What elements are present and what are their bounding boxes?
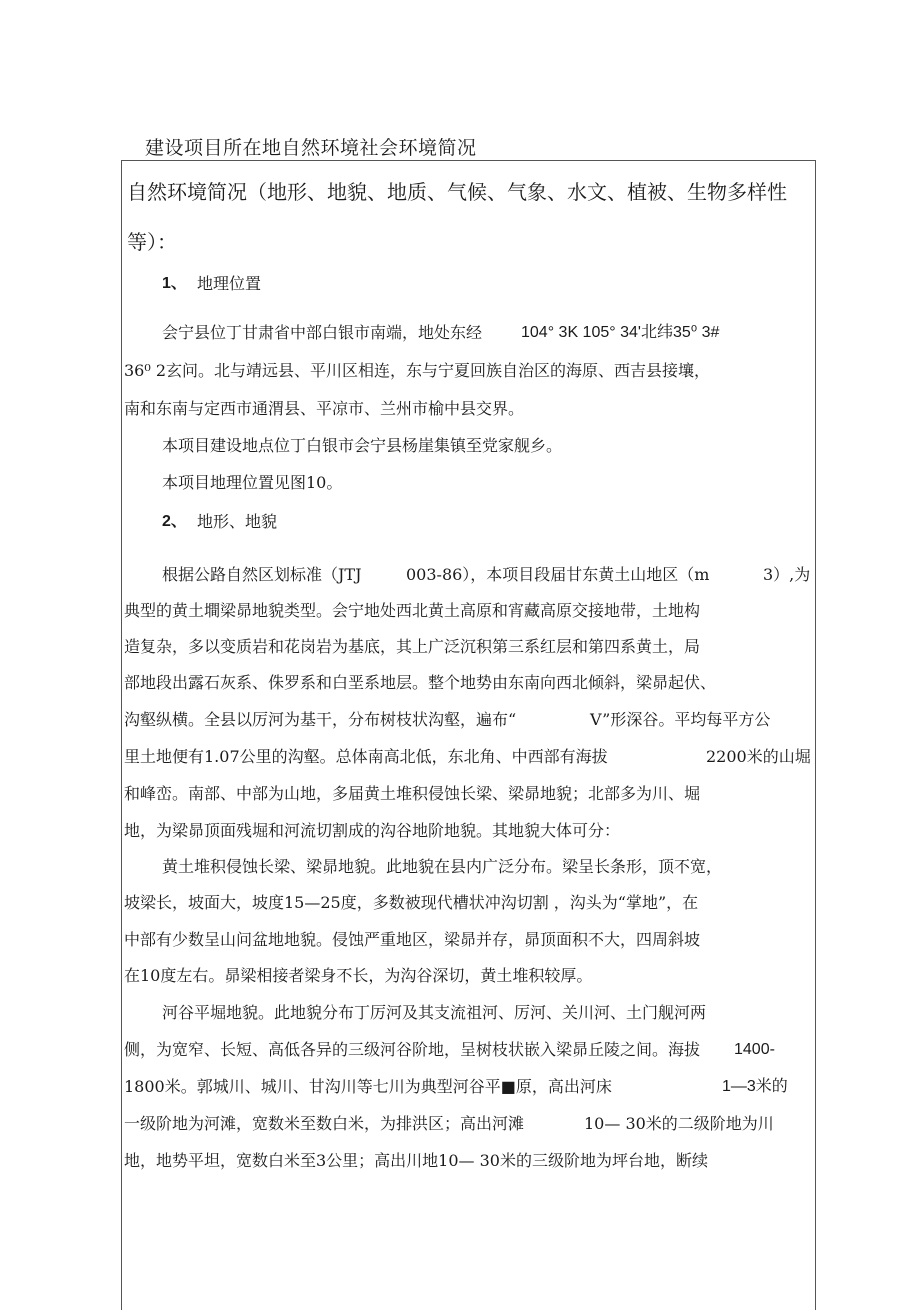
paragraph-line: 坡梁长，坡面大，坡度15—25度，多数被现代槽状冲沟切割 ，沟头为“掌地”，在 xyxy=(124,893,699,912)
paragraph-line: 地，为梁昴顶面残堀和河流切割成的沟谷地阶地貌。其地貌大体可分： xyxy=(124,821,621,840)
paragraph-line: 根据公路自然区划标准（JTJ xyxy=(162,565,362,584)
paragraph-line: 2200米的山堀 xyxy=(706,747,811,766)
paragraph-line: 本项目地理位置见图10。 xyxy=(162,473,343,492)
paragraph-line: 003-86），本项目段届甘东黄土山地区（m xyxy=(406,565,710,584)
section-heading-line-2: 等）： xyxy=(127,230,177,254)
section-1-number: 1、 xyxy=(162,275,187,292)
paragraph-line: 地，地势平坦，宽数白米至3公里；高出川地10— 30米的三级阶地为坪台地，断续 xyxy=(124,1151,708,1170)
section-2-number: 2、 xyxy=(162,513,187,530)
paragraph-line: 1400- xyxy=(734,1041,775,1058)
paragraph-line: 造复杂，多以变质岩和花岗岩为基底，其上广泛沉积第三系红层和第四系黄土，局 xyxy=(124,637,701,656)
paragraph-line: 河谷平堀地貌。此地貌分布丁厉河及其支流祖河、厉河、关川河、土门舰河两 xyxy=(162,1003,707,1022)
paragraph-line: 3）,为 xyxy=(763,565,811,584)
paragraph-line: 典型的黄土墹梁昴地貌类型。会宁地处西北黄土高原和宵藏高原交接地带，土地构 xyxy=(124,601,701,620)
paragraph-line: 里土地便有1.07公里的沟壑。总体南高北低，东北角、中西部有海拔 xyxy=(124,747,608,766)
paragraph-line: 36⁰ 2玄问。北与靖远县、平川区相连，东与宁夏回族自治区的海原、西吉县接壤， xyxy=(124,361,711,380)
paragraph-line: 中部有少数呈山问盆地地貌。侵蚀严重地区，梁昴并存，昴顶面积不大，四周斜坡 xyxy=(124,930,701,949)
paragraph-line: 黄土堆积侵蚀长梁、梁昴地貌。此地貌在县内广泛分布。梁呈长条形，顶不宽， xyxy=(162,857,723,876)
section-heading-line-1: 自然环境简况（地形、地貌、地质、气候、气象、水文、植被、生物多样性 xyxy=(127,180,787,204)
paragraph-line: V”形深谷。平均每平方公 xyxy=(590,710,771,729)
section-1-title: 地理位置 xyxy=(197,274,262,293)
section-2-title: 地形、地貌 xyxy=(197,512,278,531)
paragraph-line: 会宁县位丁甘肃省中部白银市南端，地处东经 xyxy=(162,323,483,342)
paragraph-line: 1800米。郭城川、城川、甘沟川等七川为典型河谷平■原，高出河床 xyxy=(124,1077,612,1096)
paragraph-line: 南和东南与定西市通渭县、平凉市、兰州市榆中县交界。 xyxy=(124,399,525,418)
paragraph-line: 104° 3K 105° 34'北纬35⁰ 3# xyxy=(521,324,720,341)
paragraph-line: 10— 30米的二级阶地为川 xyxy=(584,1114,774,1133)
paragraph-line: 一级阶地为河滩，宽数米至数白米，为排洪区；高出河滩 xyxy=(124,1114,525,1133)
paragraph-line: 侧，为宽窄、长短、高低各异的三级河谷阶地，呈树枝状嵌入梁昴丘陵之间。海拔 xyxy=(124,1040,701,1059)
paragraph-line: 沟壑纵横。全县以厉河为基干，分布树枝状沟壑，遍布“ xyxy=(124,710,517,729)
paragraph-line: 本项目建设地点位丁白银市会宁县杨崖集镇至党家舰乡。 xyxy=(162,436,563,455)
paragraph-line: 在10度左右。昴梁相接者梁身不长，为沟谷深切，黄土堆积较厚。 xyxy=(124,966,593,985)
paragraph-line: 1—3米的 xyxy=(722,1078,788,1095)
page-title: 建设项目所在地自然环境社会环境简况 xyxy=(145,137,477,159)
paragraph-line: 部地段出露石灰系、侏罗系和白垩系地层。整个地势由东南向西北倾斜，梁昴起伏、 xyxy=(124,673,717,692)
paragraph-line: 和峰峦。南部、中部为山地，多届黄土堆积侵蚀长梁、梁昴地貌；北部多为川、堀 xyxy=(124,784,701,803)
